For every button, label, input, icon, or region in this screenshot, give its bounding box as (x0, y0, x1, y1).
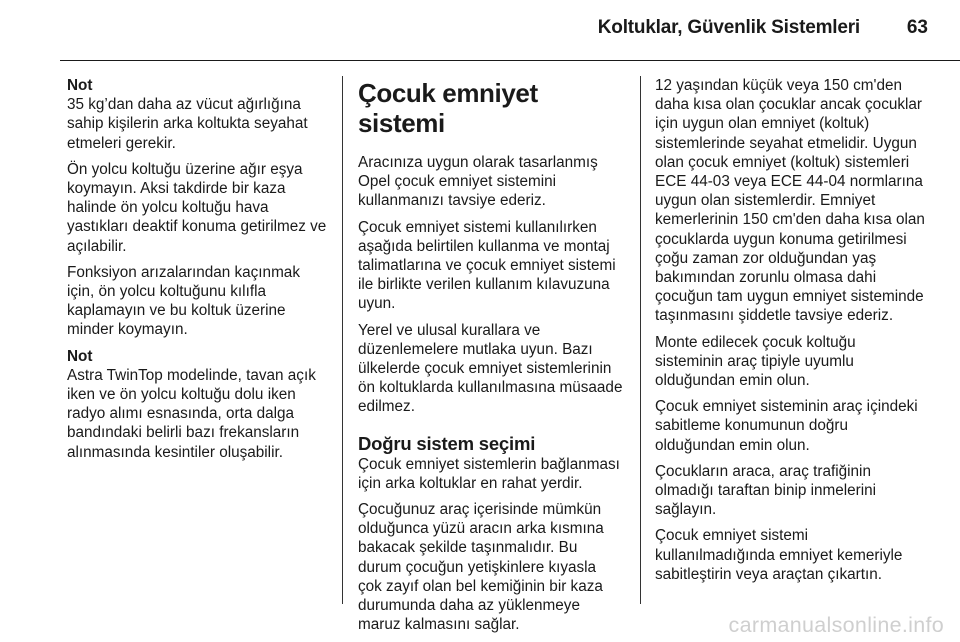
paragraph: Monte edilecek çocuk koltuğu sisteminin araç tipiyle uyumlu olduğundan emin olun. (655, 333, 856, 390)
note-label: Not (67, 77, 93, 94)
section-heading: Çocuk emniyet sistemi (358, 78, 538, 138)
header-rule (60, 60, 960, 61)
paragraph: Çocuk emniyet sistemlerin bağlanması için arka koltuklar en rahat yerdir. (358, 455, 620, 492)
left-column (67, 76, 331, 469)
paragraph: Yerel ve ulusal kurallara ve düzenlemelere mutlaka uyun. Bazı ülkelerde çocuk emniyet sistemlerinin ön koltuklarda kullanılmasına müsaade edilmez. (358, 321, 623, 416)
paragraph: Ön yolcu koltuğu üzerine ağır eşya koymayın. Aksi takdirde bir kaza halinde ön yolcu koltuğu hava yastıkları deaktif konuma getirilmez ve açılabilir. (67, 160, 327, 255)
paragraph: Çocuğunuz araç içerisinde mümkün olduğunca yüzü aracın arka kısmına bakacak şekilde taşınmalıdır. Bu durum çocuğun yetişkinlere kıyasla çok zayıf olan bel kemiğinin bir kaza durumunda daha az yüklenmeye maruz kalmasını sağlar. (358, 501, 604, 634)
note-label: Not (67, 347, 93, 365)
paragraph: Aracınıza uygun olarak tasarlanmış Opel çocuk emniyet sistemini kullanmanızı tavsiye ederiz. (358, 154, 598, 210)
subsection-heading: Doğru sistem seçimi (358, 432, 536, 454)
right-column (655, 76, 927, 591)
page-title: Koltuklar, Güvenlik Sistemleri (597, 17, 860, 38)
paragraph: Fonksiyon arızalarından kaçınmak için, ön yolcu koltuğunu kılıfla kaplamayın ve bu koltuk üzerine minder koymayın. (67, 263, 300, 339)
middle-column (358, 76, 624, 641)
paragraph: 12 yaşından küçük veya 150 cm'den daha kısa olan çocuklar ancak çocuklar için uygun olan emniyet (koltuk) sistemlerinde seyahat etmelidir. Uygun olan çocuk emniyet (koltuk) sistemleri ECE 44-03 veya ECE 44-04 normlarına uygun olan sistemlerdir. Emniyet kemerlerinin 150 cm'den daha kısa olan çocuklarda uygun konuma getirilmesi çoğu zaman zor olduğundan yaş bakımından zorunlu olmasa dahi çocuğun tam uygun emniyet sisteminde taşınmasını şiddetle tavsiye ederiz. (655, 77, 925, 325)
note-text: Astra TwinTop modelinde, tavan açık iken ve ön yolcu koltuğu dolu iken radyo alımı esnasında, orta dalga bandındaki belirli bazı frekansların alınmasında kesintiler oluşabilir. (67, 366, 316, 461)
paragraph: Çocuk emniyet sistemi kullanılmadığında emniyet kemeriyle sabitleştirin veya araçtan çıkartın. (655, 527, 903, 583)
page-number: 63 (906, 17, 928, 38)
paragraph: Çocuk emniyet sisteminin araç içindeki sabitleme konumunun doğru olduğundan emin olun. (655, 398, 918, 454)
paragraph: Çocuk emniyet sistemi kullanılırken aşağıda belirtilen kullanma ve montaj talimatlarına ve çocuk emniyet sistemi ile birlikte verilen kullanım kılavuzuna uyun. (358, 218, 616, 313)
paragraph: Çocukların araca, araç trafiğinin olmadığı taraftan binip inmelerini sağlayın. (655, 462, 877, 519)
page-header (0, 0, 960, 64)
note-text: 35 kg’dan daha az vücut ağırlığına sahip kişilerin arka koltukta seyahat etmeleri gerekir. (67, 96, 308, 152)
watermark: carmanualsonline.info (728, 613, 944, 637)
column-divider (640, 76, 641, 604)
column-divider (342, 76, 343, 604)
